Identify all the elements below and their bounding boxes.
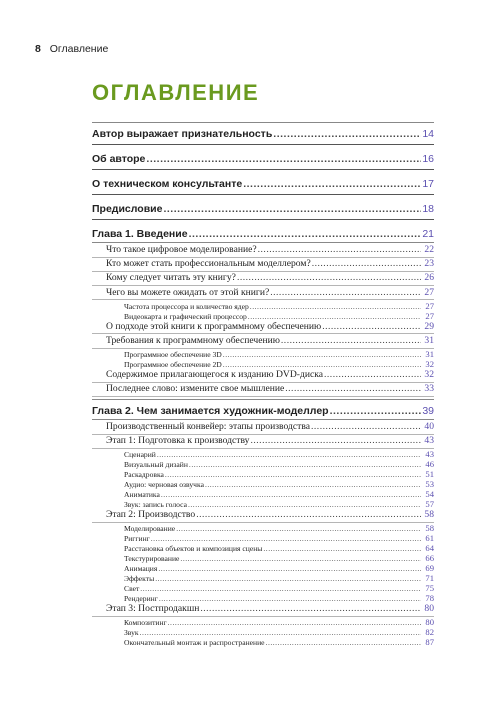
toc-entry-title: Глава 2. Чем занимается художник-моделлер bbox=[92, 404, 329, 417]
toc-entry-title: Программное обеспечение 2D bbox=[124, 360, 222, 370]
toc-entry-title: Чего вы можете ожидать от этой книги? bbox=[106, 286, 270, 298]
divider bbox=[92, 194, 434, 195]
toc-entry-page: 21 bbox=[422, 228, 434, 240]
toc-subsection[interactable] bbox=[92, 449, 434, 458]
toc-entry-page: 53 bbox=[425, 479, 434, 490]
toc-section[interactable] bbox=[92, 321, 434, 333]
toc-entry-page: 16 bbox=[422, 153, 434, 165]
toc-entry-page: 69 bbox=[425, 563, 434, 574]
toc-subsection[interactable] bbox=[92, 583, 434, 592]
toc-subsection[interactable] bbox=[92, 469, 434, 478]
toc-entry-page: 80 bbox=[425, 617, 434, 628]
toc-entry-title: Автор выражает признательность bbox=[92, 128, 273, 140]
toc-entry-page: 27 bbox=[425, 300, 434, 311]
divider bbox=[92, 242, 434, 243]
toc-section[interactable] bbox=[92, 509, 434, 521]
toc-subsection[interactable] bbox=[92, 459, 434, 468]
toc-entry-title: Эффекты bbox=[124, 574, 155, 584]
chapter-1-heading[interactable] bbox=[92, 228, 434, 241]
toc-entry-page: 54 bbox=[425, 489, 434, 500]
toc-section[interactable] bbox=[92, 335, 434, 347]
toc-section[interactable] bbox=[92, 258, 434, 270]
toc-entry-page: 27 bbox=[425, 310, 434, 321]
toc-entry-title: Глава 1. Введение bbox=[92, 228, 188, 240]
page-title: ОГЛАВЛЕНИЕ bbox=[92, 80, 260, 105]
toc-entry-title: Этап 2: Производство bbox=[106, 509, 196, 521]
toc-entry-page: 75 bbox=[425, 583, 434, 594]
toc-entry-title: Предисловие bbox=[92, 203, 163, 215]
toc-section[interactable] bbox=[92, 272, 434, 284]
toc-subsection[interactable] bbox=[92, 479, 434, 488]
toc-entry-page: 82 bbox=[425, 627, 434, 638]
toc-entry-page: 27 bbox=[424, 286, 434, 298]
toc-entry-page: 31 bbox=[425, 349, 434, 360]
toc-subsection[interactable] bbox=[92, 311, 434, 320]
toc-entry-page: 22 bbox=[424, 244, 434, 255]
toc-section[interactable] bbox=[92, 421, 434, 433]
running-header bbox=[35, 43, 108, 55]
divider bbox=[92, 219, 434, 220]
toc-entry-title: Что такое цифровое моделирование? bbox=[106, 244, 257, 255]
toc-entry-page: 17 bbox=[422, 178, 434, 190]
toc-entry-title: Этап 1: Подготовка к производству bbox=[106, 435, 250, 447]
toc-entry-page: 51 bbox=[425, 469, 434, 480]
divider bbox=[92, 169, 434, 170]
toc-entry-title: Кто может стать профессиональным моделлером? bbox=[106, 258, 311, 270]
toc-section[interactable] bbox=[92, 244, 434, 256]
toc-entry-page: 57 bbox=[425, 499, 434, 510]
toc-entry-title: Расстановка объектов и композиция сцены bbox=[124, 544, 263, 554]
toc-entry-page: 39 bbox=[422, 404, 434, 417]
toc-entry-title: О подходе этой книги к программному обеспечению bbox=[106, 320, 322, 332]
toc-entry-page: 40 bbox=[424, 420, 434, 432]
toc-entry-title: Программное обеспечение 3D bbox=[124, 350, 222, 360]
toc-entry-title: Свет bbox=[124, 584, 140, 594]
toc-subsection[interactable] bbox=[92, 543, 434, 552]
toc-entry-title: Анимация bbox=[124, 564, 158, 574]
toc-entry-page: 26 bbox=[424, 272, 434, 284]
toc-entry-title: Окончательный монтаж и распространение bbox=[124, 638, 265, 648]
toc-entry-page: 80 bbox=[424, 603, 434, 615]
toc-entry-title: Сценарий bbox=[124, 450, 156, 460]
toc-entry[interactable] bbox=[92, 153, 434, 166]
chapter-1-entries bbox=[92, 244, 434, 397]
toc-entry-title: Видеокарта и графический процессор bbox=[124, 311, 247, 321]
running-title: Оглавление bbox=[49, 43, 109, 55]
toc-entry-page: 23 bbox=[424, 258, 434, 270]
toc-subsection[interactable] bbox=[92, 593, 434, 602]
toc-entry-title: Об авторе bbox=[92, 153, 146, 165]
toc-subsection[interactable] bbox=[92, 637, 434, 646]
toc-section[interactable] bbox=[92, 435, 434, 447]
toc-entry-title: Звук bbox=[124, 628, 139, 638]
toc-section[interactable] bbox=[92, 603, 434, 615]
toc-entry-title: Звук: запись голоса bbox=[124, 500, 187, 510]
toc-subsection[interactable] bbox=[92, 553, 434, 562]
toc-entry-page: 31 bbox=[424, 334, 434, 346]
toc-entry-title: Последнее слово: измените свое мышление bbox=[106, 383, 285, 395]
toc-entry-page: 58 bbox=[424, 509, 434, 521]
toc-entry-title: Рендеринг bbox=[124, 594, 158, 604]
toc-entry-page: 71 bbox=[425, 573, 434, 584]
toc-entry-title: Визуальный дизайн bbox=[124, 460, 188, 470]
toc-entry-page: 32 bbox=[425, 359, 434, 370]
toc-subsection[interactable] bbox=[92, 523, 434, 532]
table-of-contents bbox=[92, 122, 434, 647]
divider bbox=[92, 396, 434, 397]
toc-section[interactable] bbox=[92, 383, 434, 395]
toc-subsection[interactable] bbox=[92, 563, 434, 572]
toc-section[interactable] bbox=[92, 369, 434, 381]
toc-entry-title: Композитинг bbox=[124, 618, 167, 628]
toc-entry-title: Требования к программному обеспечению bbox=[106, 334, 280, 346]
toc-entry-title: Этап 3: Постпродакшн bbox=[106, 603, 200, 615]
toc-subsection[interactable] bbox=[92, 627, 434, 636]
toc-entry-title: Текстурирование bbox=[124, 554, 180, 564]
toc-subsection[interactable] bbox=[92, 499, 434, 508]
divider bbox=[92, 399, 434, 400]
toc-entry-page: 43 bbox=[424, 435, 434, 447]
toc-section[interactable] bbox=[92, 287, 434, 299]
toc-entry[interactable] bbox=[92, 203, 434, 216]
divider bbox=[92, 144, 434, 145]
toc-entry-page: 29 bbox=[424, 320, 434, 332]
toc-entry[interactable] bbox=[92, 178, 434, 191]
toc-subsection[interactable] bbox=[92, 617, 434, 626]
toc-subsection[interactable] bbox=[92, 301, 434, 310]
toc-entry-page: 43 bbox=[425, 449, 434, 460]
toc-subsection[interactable] bbox=[92, 533, 434, 542]
toc-entry-page: 32 bbox=[424, 369, 434, 381]
toc-subsection[interactable] bbox=[92, 489, 434, 498]
divider bbox=[92, 419, 434, 420]
page-number: 8 bbox=[35, 43, 41, 55]
toc-entry-page: 58 bbox=[425, 523, 434, 534]
divider bbox=[92, 122, 434, 123]
toc-entry[interactable] bbox=[92, 128, 434, 141]
toc-entry-title: Аудио: черновая озвучка bbox=[124, 480, 204, 490]
toc-entry-page: 61 bbox=[425, 533, 434, 544]
toc-entry-title: О техническом консультанте bbox=[92, 178, 243, 190]
toc-entry-title: Раскадровка bbox=[124, 470, 164, 480]
toc-entry-title: Моделирование bbox=[124, 524, 176, 534]
toc-entry-page: 14 bbox=[422, 128, 434, 140]
toc-entry-title: Производственный конвейер: этапы производства bbox=[106, 420, 310, 432]
toc-entry-page: 33 bbox=[424, 383, 434, 395]
toc-entry-title: Аниматика bbox=[124, 490, 160, 500]
toc-entry-title: Частота процессора и количество ядер bbox=[124, 301, 249, 311]
chapter-2-heading[interactable] bbox=[92, 405, 434, 418]
toc-entry-page: 64 bbox=[425, 543, 434, 554]
toc-entry-page: 66 bbox=[425, 553, 434, 564]
chapter-2-entries bbox=[92, 421, 434, 647]
toc-entry-title: Риггинг bbox=[124, 534, 150, 544]
toc-entry-page: 46 bbox=[425, 459, 434, 470]
toc-subsection[interactable] bbox=[92, 359, 434, 368]
toc-entry-title: Кому следует читать эту книгу? bbox=[106, 272, 236, 284]
toc-entry-page: 78 bbox=[425, 593, 434, 604]
toc-entry-page: 18 bbox=[422, 203, 434, 215]
toc-subsection[interactable] bbox=[92, 573, 434, 582]
toc-subsection[interactable] bbox=[92, 349, 434, 358]
toc-entry-title: Содержимое прилагающегося к изданию DVD-диска bbox=[106, 369, 323, 381]
toc-entry-page: 87 bbox=[425, 637, 434, 648]
